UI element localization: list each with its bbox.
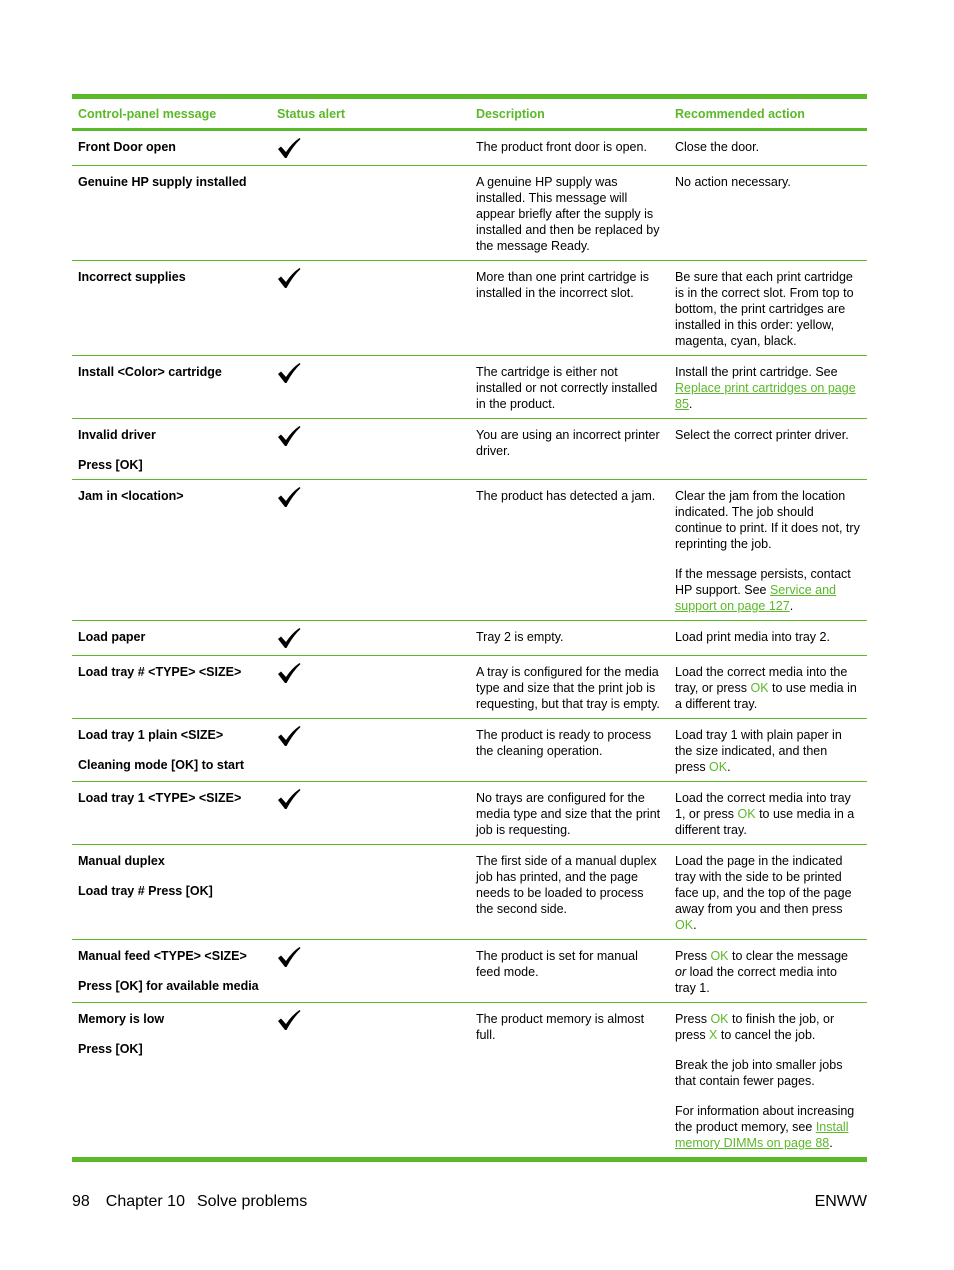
action-text: to use media in a different tray. <box>675 681 857 711</box>
action-text: to finish the job, or press <box>675 1012 835 1042</box>
action-text: . <box>789 599 794 613</box>
checkmark-icon <box>277 362 301 384</box>
control-button-label: OK <box>675 918 694 932</box>
status-alert-cell <box>271 719 470 781</box>
message-line: Manual duplex <box>78 854 165 868</box>
checkmark-icon <box>277 725 301 747</box>
header-control-panel-message: Control-panel message <box>78 106 217 121</box>
status-alert-cell <box>271 261 470 355</box>
status-alert-cell <box>271 419 470 479</box>
checkmark-icon <box>277 137 301 159</box>
action-paragraph <box>675 1103 861 1151</box>
recommended-action-cell <box>669 419 867 479</box>
description-cell: The cartridge is either not installed or not correctly installed in the product. <box>476 365 658 411</box>
description-cell: The product is set for manual feed mode. <box>476 949 638 979</box>
table-row <box>72 356 867 419</box>
control-button-label: OK <box>750 681 769 695</box>
control-button-label: OK <box>709 760 728 774</box>
description-cell: The product front door is open. <box>476 140 647 154</box>
action-text: For information about increasing the product memory, see <box>675 1104 855 1134</box>
recommended-action-cell <box>669 166 867 260</box>
status-alert-cell <box>271 940 470 1002</box>
message-line: Jam in <location> <box>78 489 184 503</box>
action-paragraph <box>675 664 861 712</box>
checkmark-icon <box>277 946 301 968</box>
chapter-label: Chapter 10 <box>105 1193 185 1210</box>
action-paragraph <box>675 566 861 614</box>
control-panel-message-cell <box>72 261 271 355</box>
status-alert-cell <box>271 131 470 165</box>
header-status-alert: Status alert <box>277 106 346 121</box>
table-row <box>72 845 867 940</box>
message-line: Cleaning mode [OK] to start <box>78 758 244 772</box>
action-paragraph <box>675 629 861 645</box>
status-alert-cell <box>271 656 470 718</box>
message-line: Press [OK] <box>78 458 143 472</box>
message-line: Load tray # Press [OK] <box>78 884 213 898</box>
control-panel-message-cell <box>72 845 271 939</box>
action-text: Close the door. <box>675 140 760 154</box>
control-panel-message-cell <box>72 166 271 260</box>
action-paragraph <box>675 364 861 412</box>
message-line: Press [OK] <box>78 1042 143 1056</box>
message-line: Front Door open <box>78 140 176 154</box>
status-alert-cell <box>271 356 470 418</box>
checkmark-icon <box>277 627 301 649</box>
header-description: Description <box>476 106 545 121</box>
control-button-label: OK <box>737 807 756 821</box>
table-row <box>72 719 867 782</box>
control-panel-message-cell <box>72 621 271 655</box>
table-row <box>72 1003 867 1162</box>
action-paragraph <box>675 948 861 996</box>
action-text: to cancel the job. <box>717 1028 816 1042</box>
message-line: Load tray 1 <TYPE> <SIZE> <box>78 791 242 805</box>
message-line: Memory is low <box>78 1012 165 1026</box>
action-text: load the correct media into tray 1. <box>675 965 837 995</box>
status-alert-cell <box>271 166 470 260</box>
header-recommended-action: Recommended action <box>675 106 805 121</box>
cross-reference-link[interactable]: Service and support on page 127 <box>675 583 836 613</box>
message-line: Load paper <box>78 630 146 644</box>
action-text: Load the correct media into the tray, or press <box>675 665 848 695</box>
table-row <box>72 782 867 845</box>
status-alert-cell <box>271 621 470 655</box>
control-button-label: OK <box>710 949 729 963</box>
checkmark-icon <box>277 425 301 447</box>
recommended-action-cell <box>669 940 867 1002</box>
table-row <box>72 480 867 621</box>
action-paragraph <box>675 174 861 190</box>
action-paragraph <box>675 488 861 552</box>
action-text: Install the print cartridge. See <box>675 365 838 379</box>
recommended-action-cell <box>669 131 867 165</box>
table-row <box>72 940 867 1003</box>
message-line: Manual feed <TYPE> <SIZE> <box>78 949 247 963</box>
action-text: Load the correct media into tray 1, or press <box>675 791 851 821</box>
emphasis-text: or <box>675 965 687 979</box>
action-paragraph <box>675 727 861 775</box>
action-text: . <box>727 760 731 774</box>
description-cell: A tray is configured for the media type and size that the print job is requesting, but that tray is empty. <box>476 665 660 711</box>
action-text: Be sure that each print cartridge is in the correct slot. From top to bottom, the print cartridges are installed in this order: yellow, magenta, cyan, black. <box>675 270 854 348</box>
recommended-action-cell <box>669 656 867 718</box>
action-text: to clear the message <box>728 949 849 963</box>
action-paragraph <box>675 427 861 443</box>
section-label: Solve problems <box>196 1193 308 1210</box>
action-text: to use media in a different tray. <box>675 807 855 837</box>
recommended-action-cell <box>669 845 867 939</box>
page-footer-right: ENWW <box>814 1193 867 1210</box>
checkmark-icon <box>277 788 301 810</box>
control-panel-message-cell <box>72 131 271 165</box>
page-footer-left <box>72 1193 307 1211</box>
table-row <box>72 419 867 480</box>
control-button-label: X <box>709 1028 718 1042</box>
message-line: Load tray 1 plain <SIZE> <box>78 728 224 742</box>
status-alert-cell <box>271 782 470 844</box>
table-row <box>72 166 867 261</box>
description-cell: You are using an incorrect printer driver. <box>476 428 660 458</box>
message-line: Press [OK] for available media <box>78 979 259 993</box>
message-line: Load tray # <TYPE> <SIZE> <box>78 665 242 679</box>
action-text: . <box>688 397 693 411</box>
control-panel-message-cell <box>72 1003 271 1157</box>
control-panel-message-cell <box>72 940 271 1002</box>
action-paragraph <box>675 853 861 933</box>
description-cell: The product is ready to process the cleaning operation. <box>476 728 652 758</box>
control-button-label: OK <box>710 1012 729 1026</box>
action-text: Press <box>675 949 711 963</box>
alert-messages-table <box>72 94 867 1162</box>
page-number: 98 <box>72 1193 90 1210</box>
recommended-action-cell <box>669 356 867 418</box>
cross-reference-link[interactable]: Replace print cartridges on page 85 <box>675 381 856 411</box>
checkmark-icon <box>277 662 301 684</box>
status-alert-cell <box>271 845 470 939</box>
description-cell: The first side of a manual duplex job has printed, and the page needs to be loaded to process the second side. <box>476 854 657 916</box>
recommended-action-cell <box>669 1003 867 1157</box>
description-cell: The product memory is almost full. <box>476 1012 645 1042</box>
message-line: Install <Color> cartridge <box>78 365 222 379</box>
recommended-action-cell <box>669 621 867 655</box>
action-text: Press <box>675 1012 711 1026</box>
action-paragraph <box>675 1011 861 1043</box>
control-panel-message-cell <box>72 656 271 718</box>
action-text: . <box>829 1136 833 1150</box>
cross-reference-link[interactable]: Install memory DIMMs on page 88 <box>675 1120 849 1150</box>
description-cell: More than one print cartridge is installed in the incorrect slot. <box>476 270 650 300</box>
action-text: Load tray 1 with plain paper in the size indicated, and then press <box>675 728 842 774</box>
table-header-row <box>72 99 867 131</box>
message-line: Genuine HP supply installed <box>78 175 247 189</box>
description-cell: The product has detected a jam. <box>476 489 656 503</box>
table-body <box>72 131 867 1162</box>
action-text: Load the page in the indicated tray with the side to be printed face up, and the top of the page away from you and then press <box>675 854 852 916</box>
recommended-action-cell <box>669 480 867 620</box>
description-cell: Tray 2 is empty. <box>476 630 564 644</box>
control-panel-message-cell <box>72 419 271 479</box>
table-row <box>72 261 867 356</box>
action-text: . <box>693 918 697 932</box>
action-paragraph <box>675 139 861 155</box>
control-panel-message-cell <box>72 719 271 781</box>
action-text: Clear the jam from the location indicated. The job should continue to print. If it does not, try reprinting the job. <box>675 489 860 551</box>
message-line: Invalid driver <box>78 428 156 442</box>
action-text: Select the correct printer driver. <box>675 428 849 442</box>
recommended-action-cell <box>669 261 867 355</box>
action-paragraph <box>675 1057 861 1089</box>
message-line: Incorrect supplies <box>78 270 186 284</box>
control-panel-message-cell <box>72 356 271 418</box>
status-alert-cell <box>271 480 470 620</box>
action-text: If the message persists, contact HP support. See <box>675 567 851 597</box>
action-paragraph <box>675 269 861 349</box>
checkmark-icon <box>277 1009 301 1031</box>
recommended-action-cell <box>669 719 867 781</box>
control-panel-message-cell <box>72 782 271 844</box>
action-text: Break the job into smaller jobs that contain fewer pages. <box>675 1058 843 1088</box>
action-text: Load print media into tray 2. <box>675 630 830 644</box>
action-paragraph <box>675 790 861 838</box>
control-panel-message-cell <box>72 480 271 620</box>
description-cell: A genuine HP supply was installed. This message will appear briefly after the supply is installed and then be replaced by the message Ready. <box>476 175 660 253</box>
table-row <box>72 656 867 719</box>
checkmark-icon <box>277 267 301 289</box>
checkmark-icon <box>277 486 301 508</box>
action-text: No action necessary. <box>675 175 791 189</box>
table-row <box>72 621 867 656</box>
description-cell: No trays are configured for the media type and size that the print job is requesting. <box>476 791 661 837</box>
recommended-action-cell <box>669 782 867 844</box>
status-alert-cell <box>271 1003 470 1157</box>
table-row <box>72 131 867 166</box>
